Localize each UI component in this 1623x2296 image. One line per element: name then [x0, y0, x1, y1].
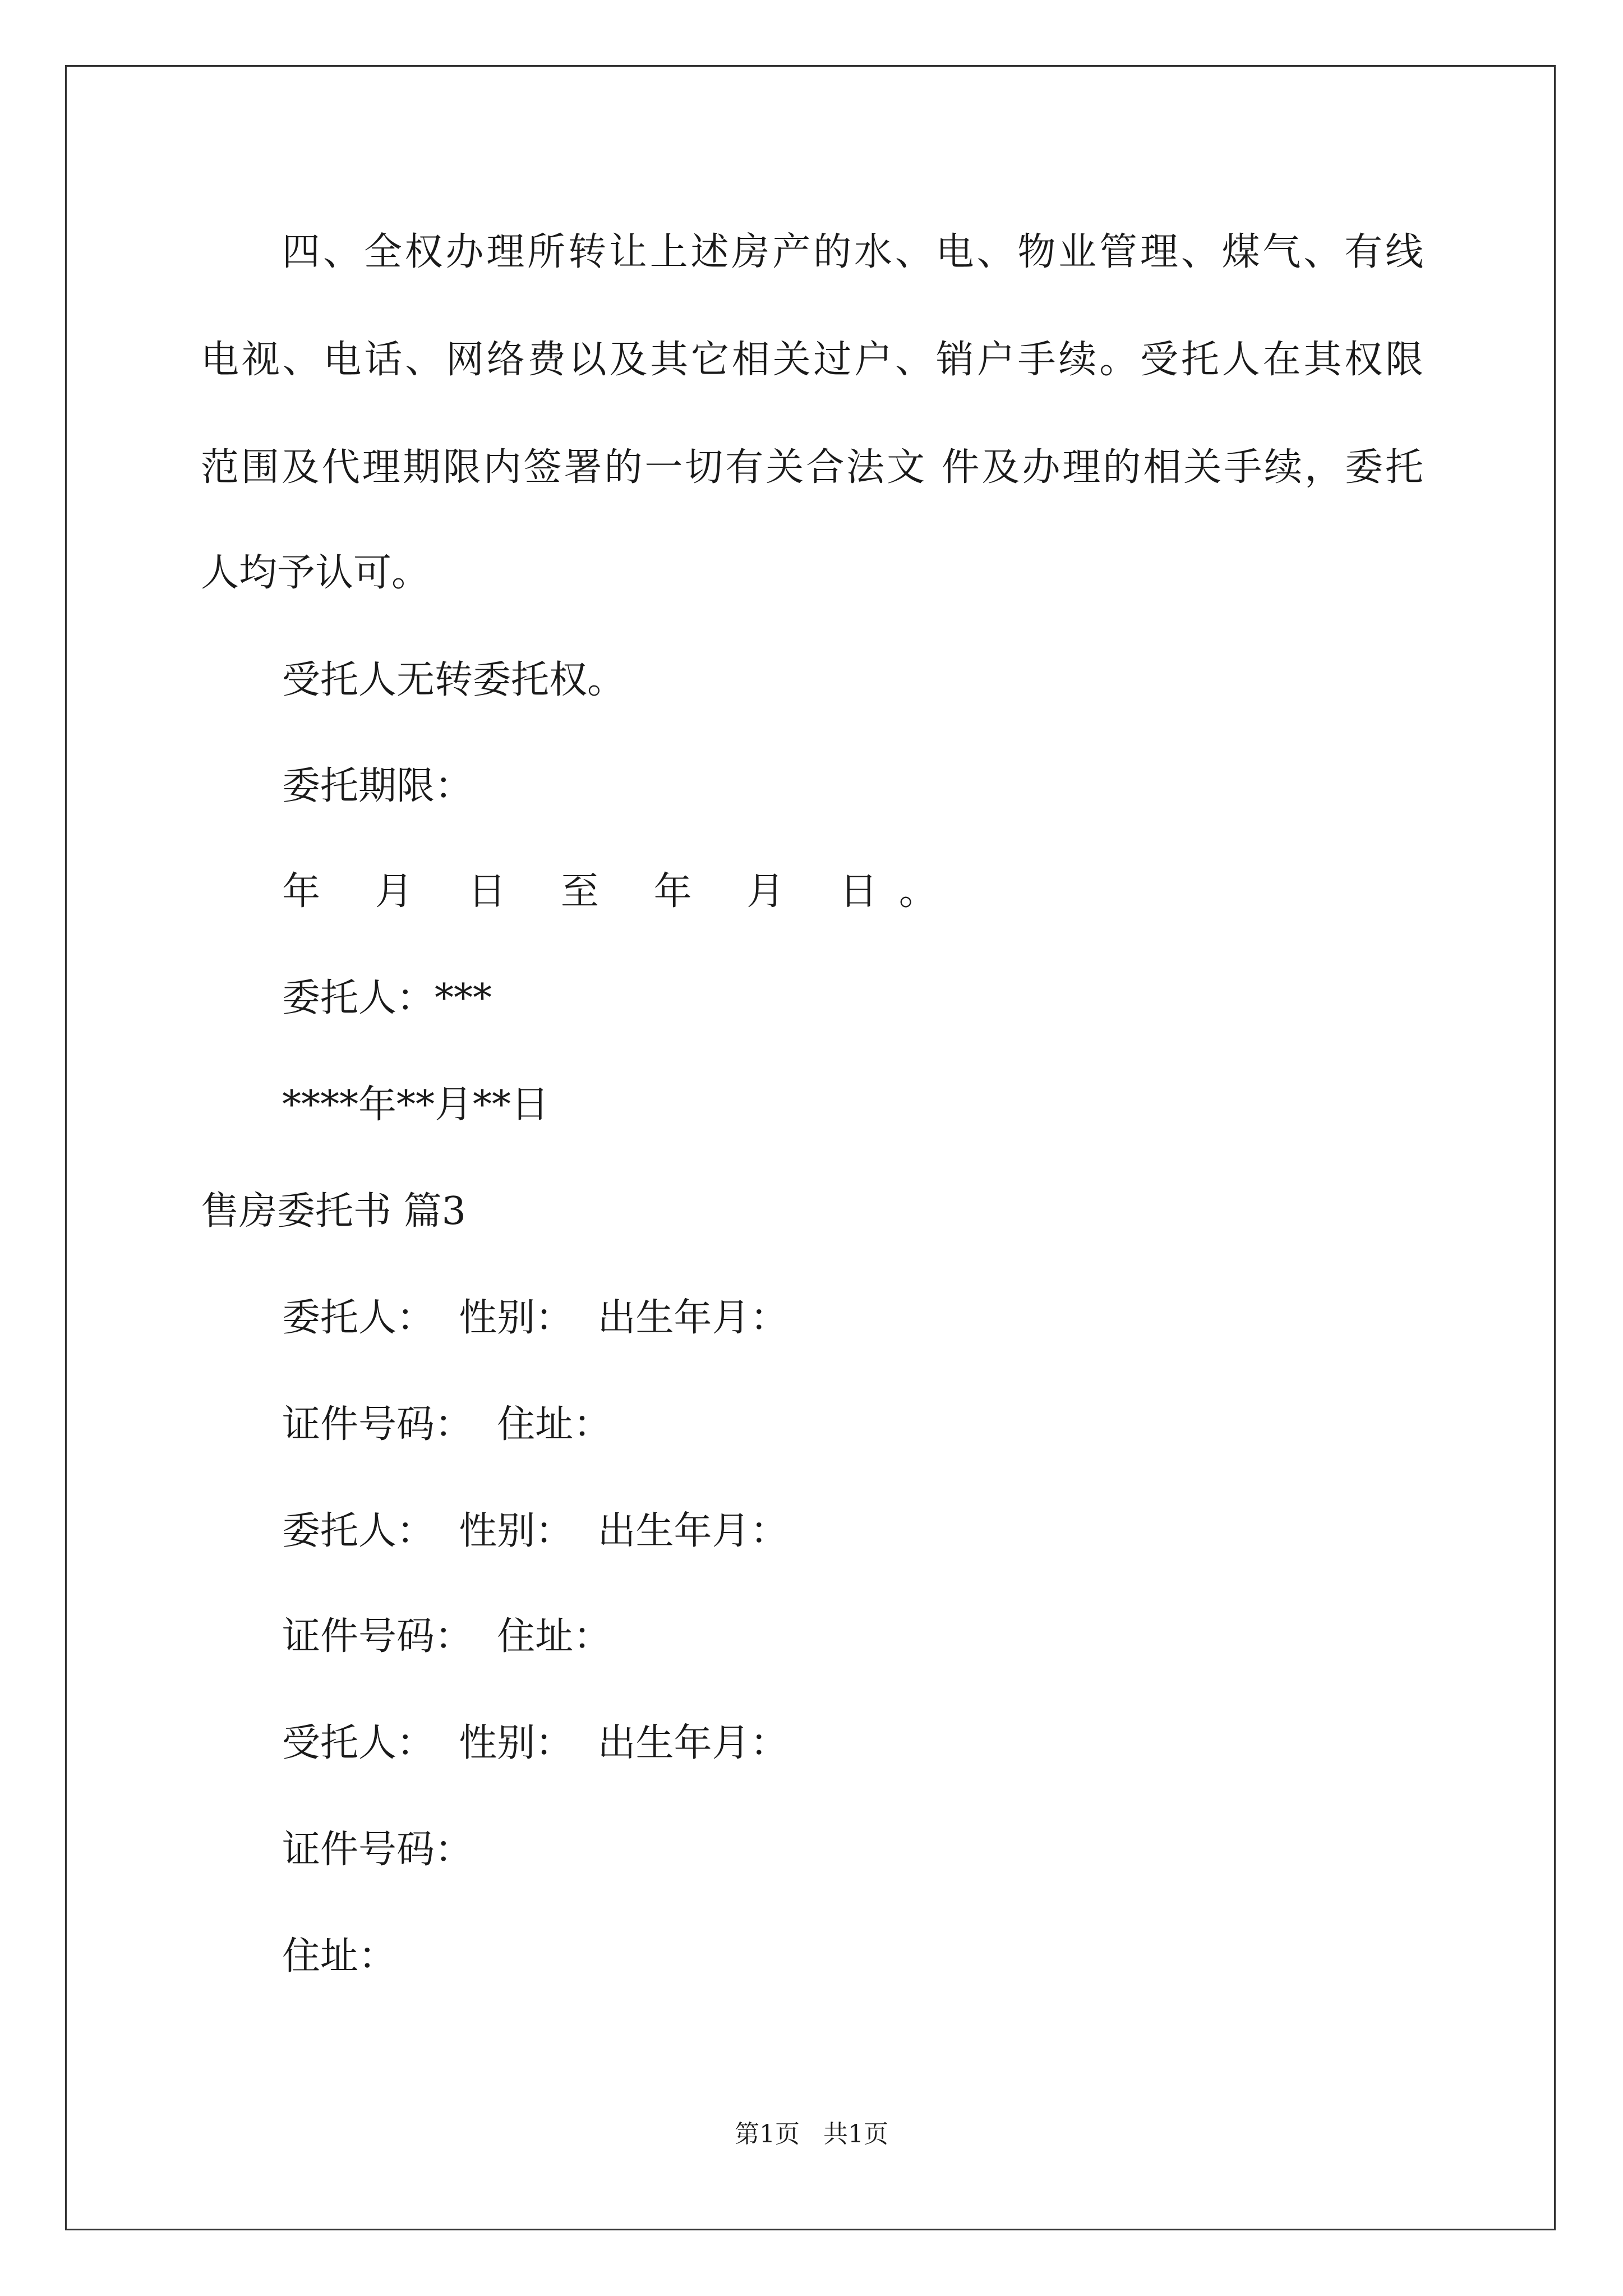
agent-address: 住址： [282, 1934, 397, 1978]
section-heading: 售房委托书 篇3 [201, 1189, 466, 1234]
page-number: 第1页 共1页 [735, 2120, 888, 2148]
no-subdelegation-text: 受托人无转委托权。 [282, 658, 626, 702]
term-dates: 年 月 日 至 年 月 日。 [282, 869, 958, 914]
paragraph-line-1: 四、全权办理所转让上述房产的水、电、物业管理、煤气、有线 [282, 230, 1423, 274]
page-border [65, 65, 1556, 2230]
signature-date: ****年**月**日 [282, 1083, 550, 1127]
principal-1-info: 委托人： 性别： 出生年月： [282, 1296, 789, 1340]
term-label: 委托期限： [282, 764, 473, 808]
principal-1-id: 证件号码： 住址： [282, 1402, 612, 1447]
paragraph-line-2: 电视、电话、网络费以及其它相关过户、销户手续。受托人在其权限 [201, 338, 1423, 382]
paragraph-line-3: 范围及代理期限内签署的一切有关合法文 件及办理的相关手续，委托 [201, 445, 1423, 490]
principal-2-id: 证件号码： 住址： [282, 1614, 612, 1659]
paragraph-line-4: 人均予认可。 [201, 551, 430, 595]
principal-2-info: 委托人： 性别： 出生年月： [282, 1509, 789, 1553]
principal-signature: 委托人：*** [282, 976, 492, 1020]
agent-id: 证件号码： [282, 1828, 473, 1872]
agent-info: 受托人： 性别： 出生年月： [282, 1721, 789, 1765]
